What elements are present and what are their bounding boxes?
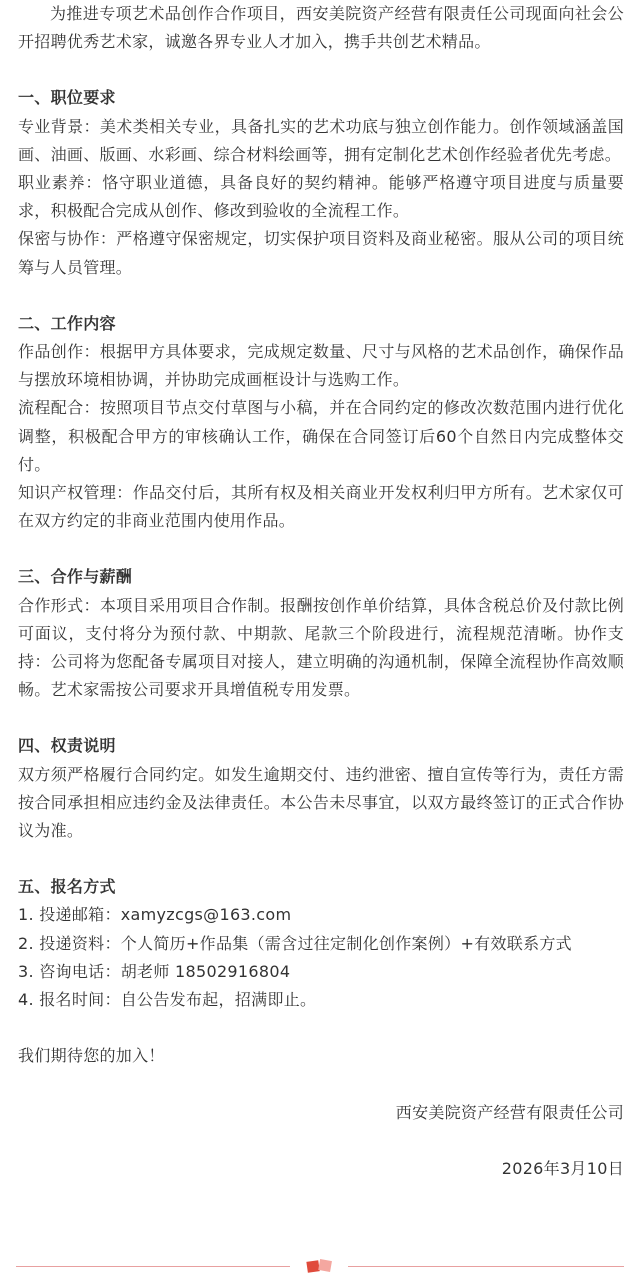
application-email: 1. 投递邮箱：xamyzcgs@163.com [18, 905, 292, 925]
spacer [18, 845, 624, 873]
spacer [18, 1127, 624, 1155]
section-paragraph: 职业素养：恪守职业道德，具备良好的契约精神。能够严格遵守项目进度与质量要求，积极配合完成从创作、修改到验收的全流程工作。 [18, 173, 624, 221]
decorative-mark-icon [303, 1256, 337, 1276]
intro-paragraph: 为推进专项艺术品创作合作项目，西安美院资产经营有限责任公司现面向社会公开招聘优秀艺术家，诚邀各界专业人才加入，携手共创艺术精品。 [18, 4, 624, 52]
closing-line: 我们期待您的加入！ [18, 1046, 165, 1066]
section-heading: 五、报名方式 [18, 877, 116, 897]
section-heading: 二、工作内容 [18, 313, 116, 333]
footer-divider [16, 1256, 624, 1276]
application-phone: 3. 咨询电话：胡老师 18502916804 [18, 961, 291, 981]
spacer [18, 1071, 624, 1099]
divider-line-left [16, 1266, 290, 1267]
section-heading: 一、职位要求 [18, 88, 116, 108]
spacer [18, 1014, 624, 1042]
article-body [18, 0, 624, 1183]
section-paragraph: 作品创作：根据甲方具体要求，完成规定数量、尺寸与风格的艺术品创作，确保作品与摆放环境相协调，并协助完成画框设计与选购工作。 [18, 342, 624, 390]
application-time: 4. 报名时间：自公告发布起，招满即止。 [18, 990, 317, 1010]
spacer [18, 282, 624, 310]
section-heading: 三、合作与薪酬 [18, 567, 133, 587]
section-application [18, 873, 624, 1014]
section-responsibility [18, 732, 624, 845]
signature: 西安美院资产经营有限责任公司 [395, 1102, 624, 1122]
spacer [18, 535, 624, 563]
spacer [18, 56, 624, 84]
spacer [18, 704, 624, 732]
section-paragraph: 合作形式：本项目采用项目合作制。报酬按创作单价结算，具体含税总价及付款比例可面议，支付将分为预付款、中期款、尾款三个阶段进行，流程规范清晰。协作支持：公司将为您配备专属项目对接人，建立明确的沟通机制，保障全流程协作高效顺畅。艺术家需按公司要求开具增值税专用发票。 [18, 595, 624, 700]
section-work-content [18, 310, 624, 536]
date: 2026年3月10日 [501, 1158, 624, 1178]
section-cooperation [18, 563, 624, 704]
divider-line-right [348, 1266, 624, 1267]
section-heading: 四、权责说明 [18, 736, 116, 756]
section-paragraph: 知识产权管理：作品交付后，其所有权及相关商业开发权利归甲方所有。艺术家仅可在双方约定的非商业范围内使用作品。 [18, 483, 624, 531]
section-requirements [18, 84, 624, 281]
section-paragraph: 双方须严格履行合同约定。如发生逾期交付、违约泄密、擅自宣传等行为，责任方需按合同承担相应违约金及法律责任。本公告未尽事宜，以双方最终签订的正式合作协议为准。 [18, 764, 624, 841]
section-paragraph: 保密与协作：严格遵守保密规定，切实保护项目资料及商业秘密。服从公司的项目统筹与人员管理。 [18, 229, 624, 277]
section-paragraph: 流程配合：按照项目节点交付草图与小稿，并在合同约定的修改次数范围内进行优化调整，积极配合甲方的审核确认工作，确保在合同签订后60个自然日内完成整体交付。 [18, 398, 624, 474]
application-materials: 2. 投递资料：个人简历+作品集（需含过往定制化创作案例）+有效联系方式 [18, 933, 572, 953]
section-paragraph: 专业背景：美术类相关专业，具备扎实的艺术功底与独立创作能力。创作领域涵盖国画、油画、版画、水彩画、综合材料绘画等，拥有定制化艺术创作经验者优先考虑。 [18, 116, 624, 164]
